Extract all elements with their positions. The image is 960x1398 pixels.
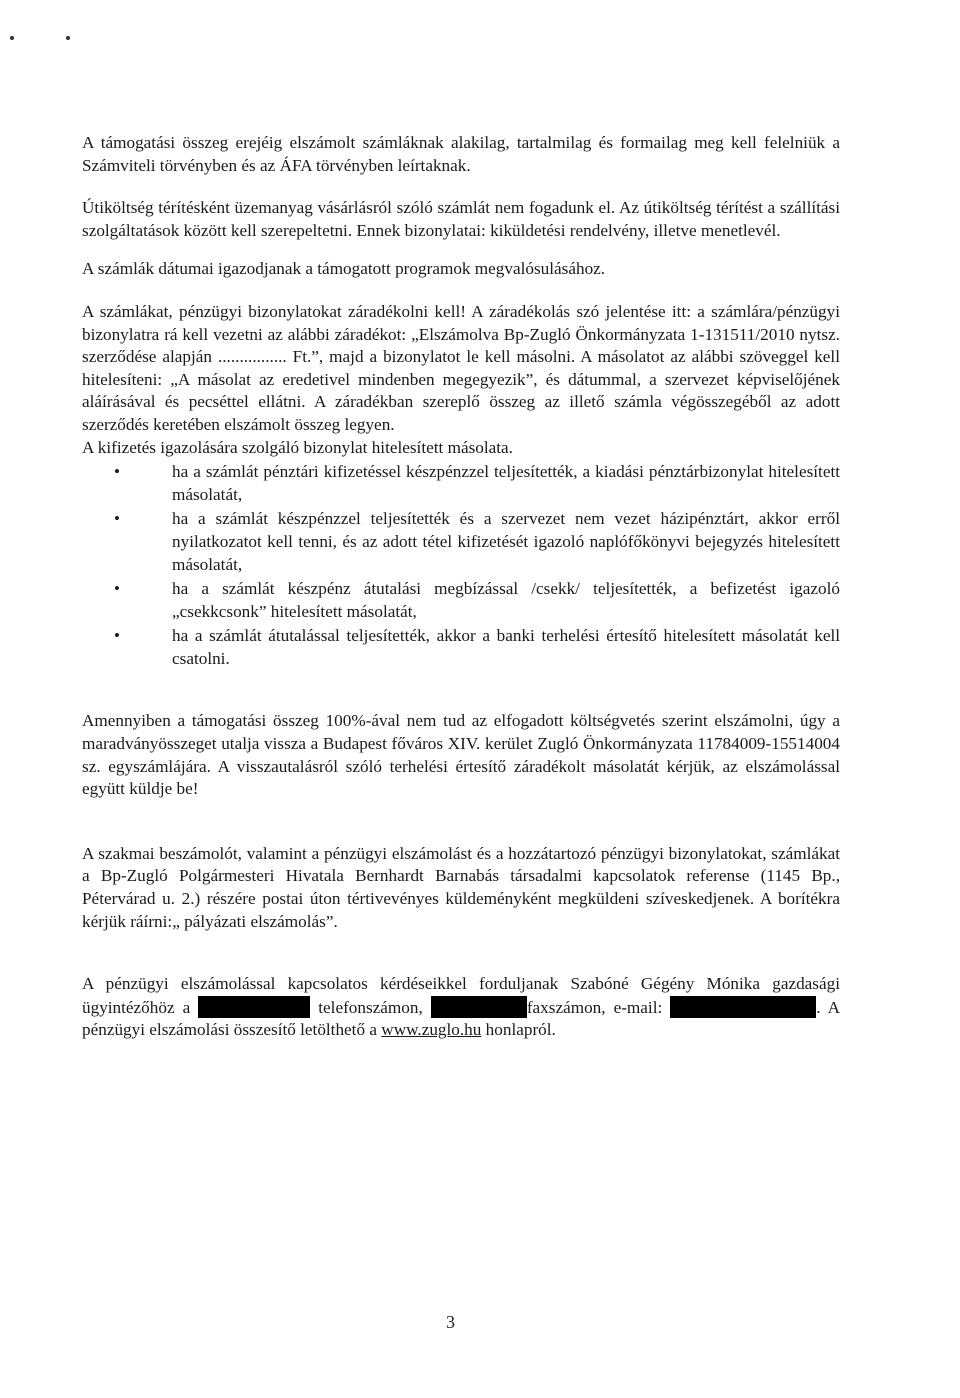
bullet-icon: • — [114, 462, 120, 482]
redacted-fax — [431, 996, 527, 1018]
contact-text-3: faxszámon, e-mail: — [526, 997, 663, 1017]
document-body — [82, 132, 840, 1042]
paragraph-invoice-dates: A számlák dátumai igazodjanak a támogatott programok megvalósulásához. — [82, 259, 606, 279]
list-item-text: ha a számlát átutalással teljesítették, akkor a banki terhelési értesítő hitelesített másolatát kell csatolni. — [172, 626, 840, 668]
payment-proof-list — [82, 461, 840, 670]
contact-text-4: . A pénzügyi elszámolási összesítő letölthető a — [82, 997, 841, 1040]
website-link[interactable]: www.zuglo.hu — [381, 1020, 482, 1040]
list-item-text: ha a számlát készpénzzel teljesítették és a szervezet nem vezet házipénztárt, akkor erről nyilatkozatot kell tenni, és az adott tétel kifizetését igazoló naplófőkönyvi bejegyzés hitelesített másolatát, — [172, 509, 840, 574]
paragraph-refund: Amennyiben a támogatási összeg 100%-ával nem tud az elfogadott költségvetés szerint elszámolni, úgy a maradványösszeget utalja vissza a Budapest főváros XIV. kerület Zugló Önkormányzata 11784009-15514004 sz. egyszámlájára. A visszautalásról szóló terhelési értesítő záradékolt másolatát kérjük, az elszámolással együtt küldje be! — [82, 711, 840, 799]
paragraph-payment-proof: A kifizetés igazolására szolgáló bizonylat hitelesített másolata. — [82, 437, 513, 457]
paragraph-submission: A szakmai beszámolót, valamint a pénzügyi elszámolást és a hozzátartozó pénzügyi bizonylatokat, számlákat a Bp-Zugló Polgármesteri Hivatala Bernhardt Barnabás társadalmi kapcsolatok referense (1145 Bp., Pétervárad u. 2.) részére postai úton tértivevényes küldeményként megküldeni szíveskedjenek. A borítékra kérjük ráírni:„ pályázati elszámolás”. — [82, 843, 840, 931]
contact-text-2: telefonszámon, — [318, 997, 423, 1017]
bullet-icon: • — [114, 579, 120, 599]
contact-text-5: honlapról. — [485, 1020, 556, 1040]
paragraph-endorsement: A számlákat, pénzügyi bizonylatokat záradékolni kell! A záradékolás szó jelentése itt: a számlára/pénzügyi bizonylatra rá kell vezetni az alábbi záradékot: „Elszámolva Bp-Zugló Önkormányzata 1-131511/2010 nytsz. szerződése alapján ................ Ft.”, majd a bizonylatot le kell másolni. A másolatot az alábbi szöveggel kell hitelesíteni: „A másolat az eredetivel mindenben megegyezik”, és dátummal, a szervezet képviselőjének aláírásával és pecséttel ellátni. A záradékban szereplő összeg az illető számla végösszegéből az adott szerződés keretében elszámolt összeg legyen. — [82, 301, 840, 434]
paragraph-invoice-requirements: A támogatási összeg erejéig elszámolt számláknak alakilag, tartalmilag és formailag meg kell felelniük a Számviteli törvényben és az ÁFA törvényben leírtaknak. — [82, 133, 840, 175]
list-item — [114, 625, 840, 670]
redacted-email — [670, 996, 816, 1018]
scan-mark-right — [66, 36, 70, 40]
list-item — [114, 578, 840, 623]
paragraph-travel-costs: Útiköltség térítésként üzemanyag vásárlásról szóló számlát nem fogadunk el. Az útiköltség térítést a szállítási szolgáltatások között kell szerepeltetni. Ennek bizonylatai: kiküldetési rendelvény, illetve menetlevél. — [82, 198, 840, 240]
redacted-phone — [198, 996, 310, 1018]
page-number: 3 — [446, 1312, 455, 1332]
scan-mark-left — [10, 36, 14, 40]
bullet-icon: • — [114, 626, 120, 646]
list-item-text: ha a számlát készpénz átutalási megbízással /csekk/ teljesítették, a befizetést igazoló „csekkcsonk” hitelesített másolatát, — [172, 579, 840, 621]
contact-text-1: A pénzügyi elszámolással kapcsolatos kérdéseikkel forduljanak Szabóné Gégény Mónika gazdasági ügyintézőhöz a — [82, 974, 840, 1017]
bullet-icon: • — [114, 509, 120, 529]
list-item-text: ha a számlát pénztári kifizetéssel készpénzzel teljesítették, a kiadási pénztárbizonylat hitelesített másolatát, — [172, 462, 840, 504]
list-item — [114, 508, 840, 576]
list-item — [114, 461, 840, 506]
paragraph-contact — [82, 973, 840, 1042]
